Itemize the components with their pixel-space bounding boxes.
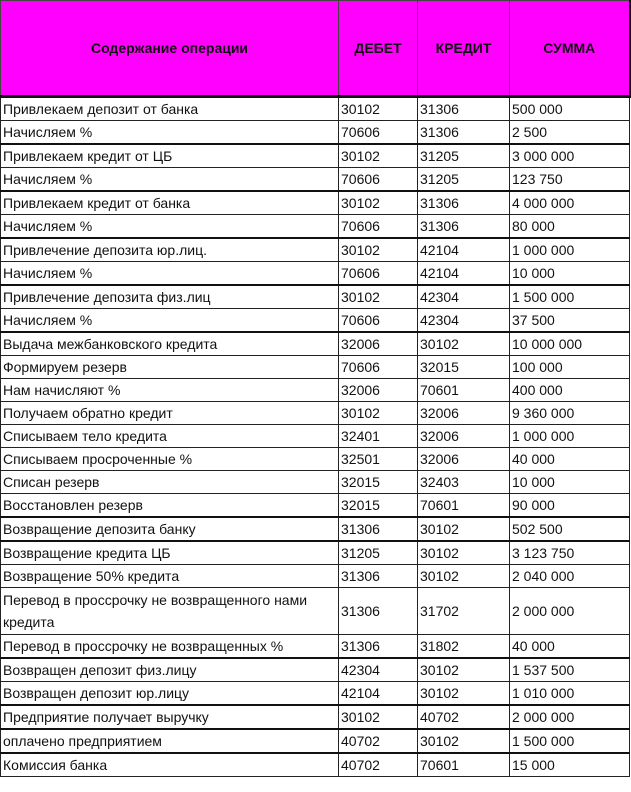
cell-debit[interactable]: 31306: [339, 635, 418, 659]
cell-credit[interactable]: 31306: [418, 97, 510, 121]
cell-description[interactable]: Возвращение депозита банку: [1, 517, 339, 541]
cell-credit[interactable]: 31306: [418, 215, 510, 239]
cell-debit[interactable]: 31306: [339, 565, 418, 588]
cell-amount[interactable]: 2 000 000: [510, 588, 630, 635]
cell-debit[interactable]: 42104: [339, 682, 418, 706]
cell-credit[interactable]: 30102: [418, 541, 510, 565]
cell-amount[interactable]: 4 000 000: [510, 191, 630, 215]
cell-amount[interactable]: 2 040 000: [510, 565, 630, 588]
cell-description[interactable]: Выдача межбанковского кредита: [1, 332, 339, 356]
cell-credit[interactable]: 31205: [418, 168, 510, 192]
cell-debit[interactable]: 30102: [339, 191, 418, 215]
cell-amount[interactable]: 37 500: [510, 309, 630, 333]
cell-debit[interactable]: 70606: [339, 309, 418, 333]
cell-credit[interactable]: 32403: [418, 471, 510, 494]
cell-credit[interactable]: 31802: [418, 635, 510, 659]
cell-description[interactable]: Формируем резерв: [1, 356, 339, 379]
cell-debit[interactable]: 31205: [339, 541, 418, 565]
cell-amount[interactable]: 3 123 750: [510, 541, 630, 565]
cell-credit[interactable]: 42304: [418, 285, 510, 309]
cell-amount[interactable]: 2 000 000: [510, 705, 630, 729]
cell-amount[interactable]: 40 000: [510, 635, 630, 659]
table-row: [1, 262, 630, 286]
cell-credit[interactable]: 70601: [418, 379, 510, 402]
cell-description[interactable]: Получаем обратно кредит: [1, 402, 339, 425]
cell-credit[interactable]: 30102: [418, 658, 510, 682]
cell-description[interactable]: Предприятие получает выручку: [1, 705, 339, 729]
cell-debit[interactable]: 32006: [339, 332, 418, 356]
cell-credit[interactable]: 32006: [418, 425, 510, 448]
table-row: [1, 705, 630, 729]
header-debit[interactable]: ДЕБЕТ: [339, 1, 418, 97]
table-row: [1, 332, 630, 356]
cell-description[interactable]: Списан резерв: [1, 471, 339, 494]
cell-description[interactable]: Начисляем %: [1, 262, 339, 286]
cell-debit[interactable]: 32401: [339, 425, 418, 448]
cell-amount[interactable]: 1 537 500: [510, 658, 630, 682]
cell-debit[interactable]: 32015: [339, 494, 418, 518]
cell-description[interactable]: оплачено предприятием: [1, 729, 339, 753]
cell-credit[interactable]: 42104: [418, 262, 510, 286]
cell-amount[interactable]: 100 000: [510, 356, 630, 379]
cell-credit[interactable]: 31702: [418, 588, 510, 635]
cell-amount[interactable]: 1 000 000: [510, 425, 630, 448]
table-row: [1, 144, 630, 168]
cell-description[interactable]: Возвращение 50% кредита: [1, 565, 339, 588]
table-row: [1, 97, 630, 121]
cell-credit[interactable]: 32006: [418, 402, 510, 425]
cell-description[interactable]: Возвращение кредита ЦБ: [1, 541, 339, 565]
cell-amount[interactable]: 10 000 000: [510, 332, 630, 356]
cell-debit[interactable]: 70606: [339, 215, 418, 239]
cell-credit[interactable]: 30102: [418, 682, 510, 706]
cell-amount[interactable]: 1 010 000: [510, 682, 630, 706]
cell-debit[interactable]: 70606: [339, 168, 418, 192]
cell-description[interactable]: Возвращен депозит физ.лицу: [1, 658, 339, 682]
cell-amount[interactable]: 123 750: [510, 168, 630, 192]
cell-debit[interactable]: 32501: [339, 448, 418, 471]
cell-credit[interactable]: 32006: [418, 448, 510, 471]
table-row: [1, 588, 630, 635]
cell-debit[interactable]: 40702: [339, 753, 418, 777]
cell-amount[interactable]: 1 500 000: [510, 285, 630, 309]
cell-description[interactable]: Списываем просроченные %: [1, 448, 339, 471]
cell-description[interactable]: Привлекаем кредит от банка: [1, 191, 339, 215]
cell-debit[interactable]: 30102: [339, 285, 418, 309]
cell-debit[interactable]: 30102: [339, 402, 418, 425]
cell-description[interactable]: Возвращен депозит юр.лицу: [1, 682, 339, 706]
table-row: [1, 356, 630, 379]
cell-amount[interactable]: 1 000 000: [510, 238, 630, 262]
cell-credit[interactable]: 31306: [418, 191, 510, 215]
cell-amount[interactable]: 90 000: [510, 494, 630, 518]
cell-debit[interactable]: 40702: [339, 729, 418, 753]
cell-description[interactable]: Перевод в проссрочку не возвращенных %: [1, 635, 339, 659]
table-row: [1, 402, 630, 425]
cell-debit[interactable]: 30102: [339, 705, 418, 729]
table-row: [1, 682, 630, 706]
cell-description[interactable]: Восстановлен резерв: [1, 494, 339, 518]
table-row: [1, 191, 630, 215]
cell-description[interactable]: Списываем тело кредита: [1, 425, 339, 448]
cell-description[interactable]: Привлечение депозита физ.лиц: [1, 285, 339, 309]
cell-credit[interactable]: 40702: [418, 705, 510, 729]
cell-credit[interactable]: 42104: [418, 238, 510, 262]
cell-credit[interactable]: 30102: [418, 565, 510, 588]
cell-debit[interactable]: 32006: [339, 379, 418, 402]
table-row: [1, 565, 630, 588]
table-row: [1, 168, 630, 192]
cell-amount[interactable]: 40 000: [510, 448, 630, 471]
cell-amount[interactable]: 9 360 000: [510, 402, 630, 425]
header-description[interactable]: Содержание операции: [1, 1, 339, 97]
cell-credit[interactable]: 42304: [418, 309, 510, 333]
cell-debit[interactable]: 42304: [339, 658, 418, 682]
cell-credit[interactable]: 31306: [418, 121, 510, 145]
table-row: [1, 658, 630, 682]
cell-credit[interactable]: 70601: [418, 753, 510, 777]
cell-debit[interactable]: 32015: [339, 471, 418, 494]
cell-description[interactable]: Начисляем %: [1, 215, 339, 239]
cell-description[interactable]: Нам начисляют %: [1, 379, 339, 402]
table-row: [1, 541, 630, 565]
cell-credit[interactable]: 31205: [418, 144, 510, 168]
cell-description[interactable]: Начисляем %: [1, 309, 339, 333]
cell-debit[interactable]: 30102: [339, 144, 418, 168]
cell-debit[interactable]: 30102: [339, 97, 418, 121]
table-row: [1, 753, 630, 777]
cell-debit[interactable]: 70606: [339, 121, 418, 145]
table-row: [1, 238, 630, 262]
cell-amount[interactable]: 80 000: [510, 215, 630, 239]
cell-description[interactable]: Начисляем %: [1, 168, 339, 192]
table-row: [1, 448, 630, 471]
cell-credit[interactable]: 30102: [418, 517, 510, 541]
table-row: [1, 494, 630, 518]
cell-amount[interactable]: 500 000: [510, 97, 630, 121]
cell-credit[interactable]: 30102: [418, 729, 510, 753]
cell-description[interactable]: Привлекаем кредит от ЦБ: [1, 144, 339, 168]
cell-amount[interactable]: 1 500 000: [510, 729, 630, 753]
cell-credit[interactable]: 70601: [418, 494, 510, 518]
cell-description[interactable]: Комиссия банка: [1, 753, 339, 777]
cell-amount[interactable]: 10 000: [510, 471, 630, 494]
table-row: [1, 215, 630, 239]
cell-amount[interactable]: 502 500: [510, 517, 630, 541]
table-row: [1, 309, 630, 333]
table-row: [1, 379, 630, 402]
cell-amount[interactable]: 3 000 000: [510, 144, 630, 168]
cell-debit[interactable]: 30102: [339, 238, 418, 262]
cell-credit[interactable]: 30102: [418, 332, 510, 356]
cell-amount[interactable]: 2 500: [510, 121, 630, 145]
header-row: [1, 1, 630, 97]
table-row: [1, 121, 630, 145]
cell-amount[interactable]: 400 000: [510, 379, 630, 402]
header-credit[interactable]: КРЕДИТ: [418, 1, 510, 97]
table-row: [1, 471, 630, 494]
cell-credit[interactable]: 32015: [418, 356, 510, 379]
table-row: [1, 425, 630, 448]
cell-amount[interactable]: 10 000: [510, 262, 630, 286]
cell-description[interactable]: Перевод в проссрочку не возвращенного нами кредита: [1, 588, 339, 635]
cell-debit[interactable]: 31306: [339, 588, 418, 635]
cell-debit[interactable]: 70606: [339, 356, 418, 379]
table-row: [1, 635, 630, 659]
cell-description[interactable]: Привлекаем депозит от банка: [1, 97, 339, 121]
cell-debit[interactable]: 70606: [339, 262, 418, 286]
cell-description[interactable]: Начисляем %: [1, 121, 339, 145]
cell-debit[interactable]: 31306: [339, 517, 418, 541]
cell-amount[interactable]: 15 000: [510, 753, 630, 777]
header-amount[interactable]: СУММА: [510, 1, 630, 97]
table-row: [1, 729, 630, 753]
table-row: [1, 517, 630, 541]
table-row: [1, 285, 630, 309]
cell-description[interactable]: Привлечение депозита юр.лиц.: [1, 238, 339, 262]
